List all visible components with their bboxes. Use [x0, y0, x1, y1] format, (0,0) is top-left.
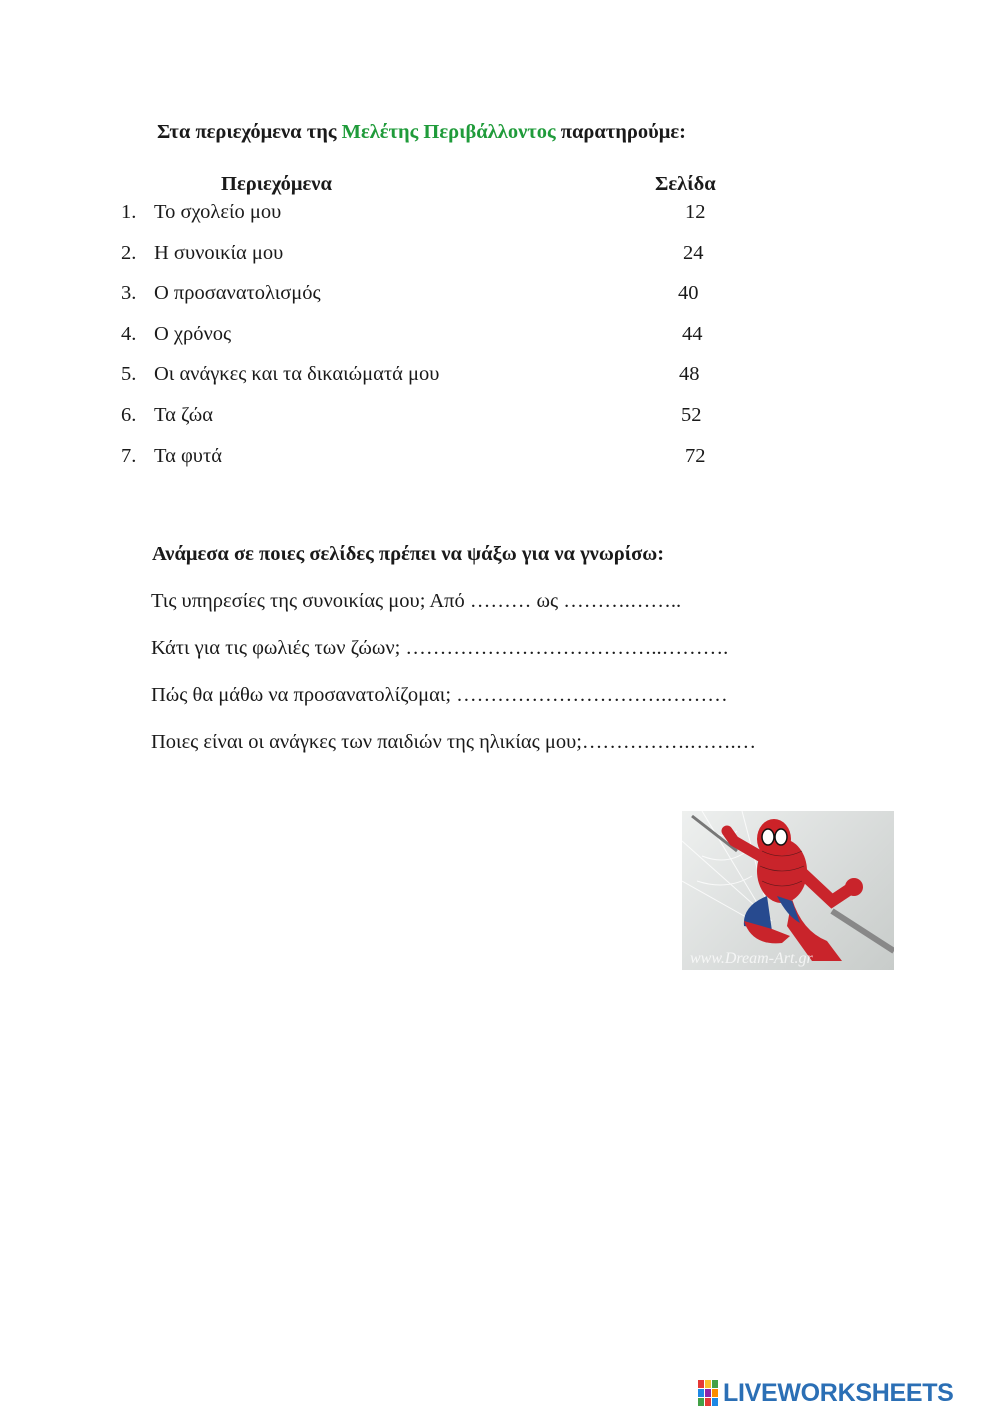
toc-number: 5.	[121, 363, 137, 385]
title-suffix: παρατηρούμε:	[555, 121, 686, 143]
toc-topic: Η συνοικία μου	[154, 242, 284, 264]
logo-text: LIVEWORKSHEETS	[723, 1378, 954, 1407]
questions-title: Ανάμεσα σε ποιες σελίδες πρέπει να ψάξω για να γνωρίσω:	[152, 543, 665, 565]
title-highlight: Μελέτης Περιβάλλοντος	[341, 121, 556, 143]
toc-topic: Ο προσανατολισμός	[154, 282, 321, 304]
spiderman-icon	[682, 811, 894, 970]
toc-page: 24	[683, 242, 704, 264]
question-line: Κάτι για τις φωλιές των ζώων; ………………………………..……….	[151, 637, 729, 659]
toc-topic: Ο χρόνος	[154, 323, 232, 345]
worksheet-title	[157, 121, 686, 144]
question-line: Πώς θα μάθω να προσανατολίζομαι; ………………………….………	[151, 684, 728, 706]
toc-topic: Οι ανάγκες και τα δικαιώματά μου	[154, 363, 440, 385]
title-prefix: Στα περιεχόμενα της	[157, 121, 342, 143]
toc-topic: Τα ζώα	[154, 404, 213, 426]
toc-topic: Τα φυτά	[154, 445, 222, 467]
liveworksheets-logo	[698, 1377, 954, 1409]
question-line: Τις υπηρεσίες της συνοικίας μου; Από ……… ως ……….……..	[151, 590, 682, 612]
toc-number: 2.	[121, 242, 137, 264]
toc-page: 72	[685, 445, 706, 467]
toc-page: 48	[679, 363, 700, 385]
toc-header-page: Σελίδα	[655, 173, 716, 195]
toc-number: 7.	[121, 445, 137, 467]
liveworksheets-logo-icon	[698, 1380, 720, 1406]
toc-number: 4.	[121, 323, 137, 345]
question-line: Ποιες είναι οι ανάγκες των παιδιών της ηλικίας μου;…………….…….…	[151, 731, 757, 753]
toc-number: 1.	[121, 201, 137, 223]
toc-header-contents: Περιεχόμενα	[221, 173, 332, 195]
toc-number: 3.	[121, 282, 137, 304]
toc-page: 12	[685, 201, 706, 223]
toc-topic: Το σχολείο μου	[154, 201, 282, 223]
toc-page: 40	[678, 282, 699, 304]
spiderman-illustration	[682, 811, 894, 970]
toc-number: 6.	[121, 404, 137, 426]
toc-page: 44	[682, 323, 703, 345]
toc-page: 52	[681, 404, 702, 426]
image-watermark: www.Dream-Art.gr	[690, 950, 813, 967]
